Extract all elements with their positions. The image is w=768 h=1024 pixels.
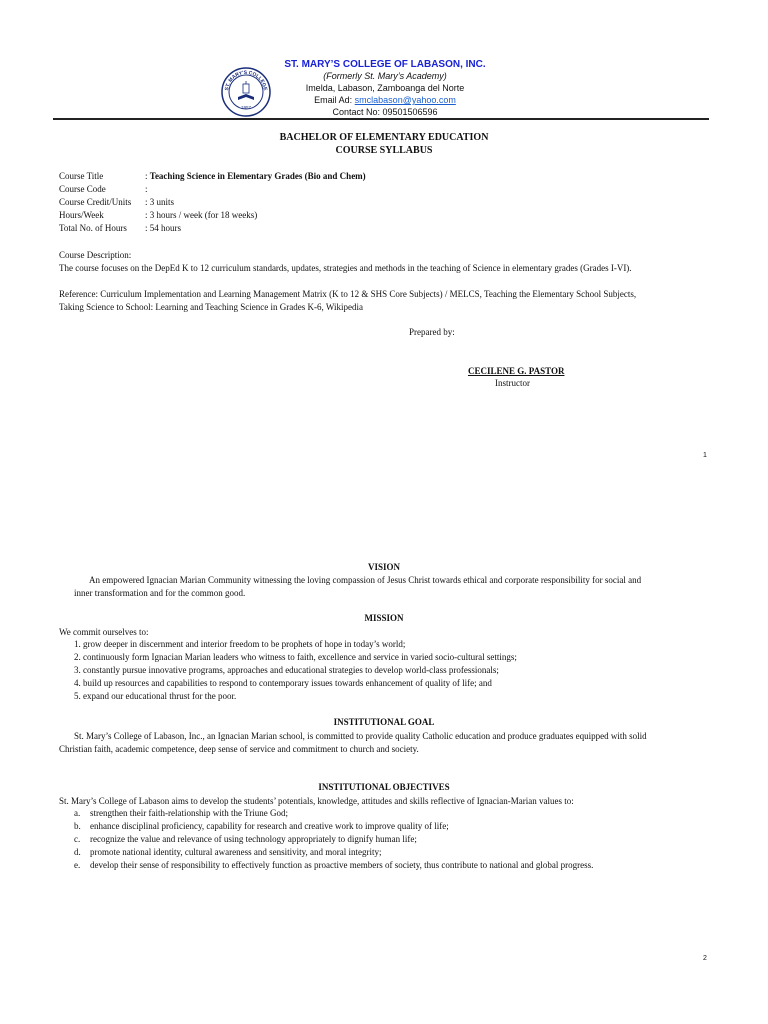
- email-label: Email Ad:: [314, 95, 355, 105]
- svg-text:ST. MARY'S COLLEGE: ST. MARY'S COLLEGE: [224, 69, 268, 91]
- course-info-label: Hours/Week: [59, 210, 104, 220]
- course-info-value: : Teaching Science in Elementary Grades (Bio and Chem): [145, 171, 366, 181]
- course-info-row: [59, 184, 659, 197]
- course-description: The course focuses on the DepEd K to 12 curriculum standards, updates, strategies and methods in the teaching of Science in elementary grades (Grades I-VI).: [59, 263, 632, 273]
- mission-item: 1. grow deeper in discernment and interior freedom to be prophets of hope in today’s world;: [74, 639, 406, 649]
- mission-intro: We commit ourselves to:: [59, 627, 149, 637]
- course-info-row: [59, 197, 659, 210]
- vision-heading: VISION: [367, 562, 400, 572]
- mission-item: 2. continuously form Ignacian Marian leaders who witness to faith, excellence and service in varied socio-cultural settings;: [74, 652, 517, 662]
- course-info-value: : 3 hours / week (for 18 weeks): [145, 210, 258, 220]
- mission-item: 3. constantly pursue innovative programs, approaches and educational strategies to develop world-class professionals;: [74, 665, 499, 675]
- school-name: ST. MARY’S COLLEGE OF LABASON, INC.: [284, 59, 486, 70]
- vision-text: An empowered Ignacian Marian Community witnessing the loving compassion of Jesus Christ towards ethical and corporate responsibility for social and: [89, 575, 642, 585]
- document-title: COURSE SYLLABUS: [335, 145, 433, 156]
- course-info-label: Course Credit/Units: [59, 197, 132, 207]
- objective-item: a. strengthen their faith-relationship with the Triune God;: [74, 808, 288, 818]
- email-line: [230, 95, 540, 105]
- instructor-role: Instructor: [495, 378, 530, 388]
- course-info-value: : 54 hours: [145, 223, 181, 233]
- header-divider: [53, 118, 709, 120]
- goal-heading: INSTITUTIONAL GOAL: [333, 717, 435, 727]
- course-info-label: Course Title: [59, 171, 104, 181]
- page-number: 1: [703, 452, 707, 459]
- goal-text: Christian faith, academic competence, deep sense of service and commitment to church and society.: [59, 744, 419, 754]
- course-info-value: :: [145, 184, 148, 194]
- mission-item: 4. build up resources and capabilities to respond to contemporary issues towards enhancement of quality of life; and: [74, 678, 492, 688]
- description-label: Course Description:: [59, 250, 132, 260]
- objective-item: c. recognize the value and relevance of using technology appropriately to dignify human life;: [74, 834, 417, 844]
- mission-heading: MISSION: [364, 613, 404, 623]
- course-info-label: Course Code: [59, 184, 106, 194]
- mission-item: 5. expand our educational thrust for the poor.: [74, 691, 237, 701]
- svg-text:1957: 1957: [240, 105, 252, 110]
- prepared-by-label: Prepared by:: [409, 327, 455, 337]
- goal-text: St. Mary’s College of Labason, Inc., an Ignacian Marian school, is committed to provide quality Catholic education and produce graduates equipped with solid: [74, 731, 647, 741]
- email-link[interactable]: smclabason@yahoo.com: [354, 95, 456, 105]
- objective-item: b. enhance disciplinal proficiency, capability for research and creative work to improve quality of life;: [74, 821, 449, 831]
- former-name: (Formerly St. Mary’s Academy): [323, 71, 447, 81]
- contact-number: Contact No: 09501506596: [332, 107, 438, 117]
- objective-item: e. develop their sense of responsibility to effectively function as proactive members of society, thus contribute to national and global progress.: [74, 860, 594, 870]
- course-info-row: [59, 210, 659, 223]
- course-info-row: [59, 223, 659, 236]
- objectives-heading: INSTITUTIONAL OBJECTIVES: [318, 782, 450, 792]
- vision-text: inner transformation and for the common good.: [74, 588, 246, 598]
- reference-line: Reference: Curriculum Implementation and Learning Management Matrix (K to 12 & SHS Core Subjects) / MELCS, Teaching the Elementary School Subjects,: [59, 289, 637, 299]
- instructor-name: CECILENE G. PASTOR: [468, 366, 565, 376]
- course-info-row: [59, 171, 659, 184]
- school-address: Imelda, Labason, Zamboanga del Norte: [305, 83, 465, 93]
- objectives-intro: St. Mary’s College of Labason aims to develop the students’ potentials, knowledge, attitudes and skills reflective of Ignacian-Marian values to:: [59, 796, 574, 806]
- reference-line: Taking Science to School: Learning and Teaching Science in Grades K-6, Wikipedia: [59, 302, 363, 312]
- program-title: BACHELOR OF ELEMENTARY EDUCATION: [279, 132, 489, 143]
- page-number: 2: [703, 955, 707, 962]
- objective-item: d. promote national identity, cultural awareness and sensitivity, and moral integrity;: [74, 847, 382, 857]
- course-info-value: : 3 units: [145, 197, 175, 207]
- course-info-label: Total No. of Hours: [59, 223, 127, 233]
